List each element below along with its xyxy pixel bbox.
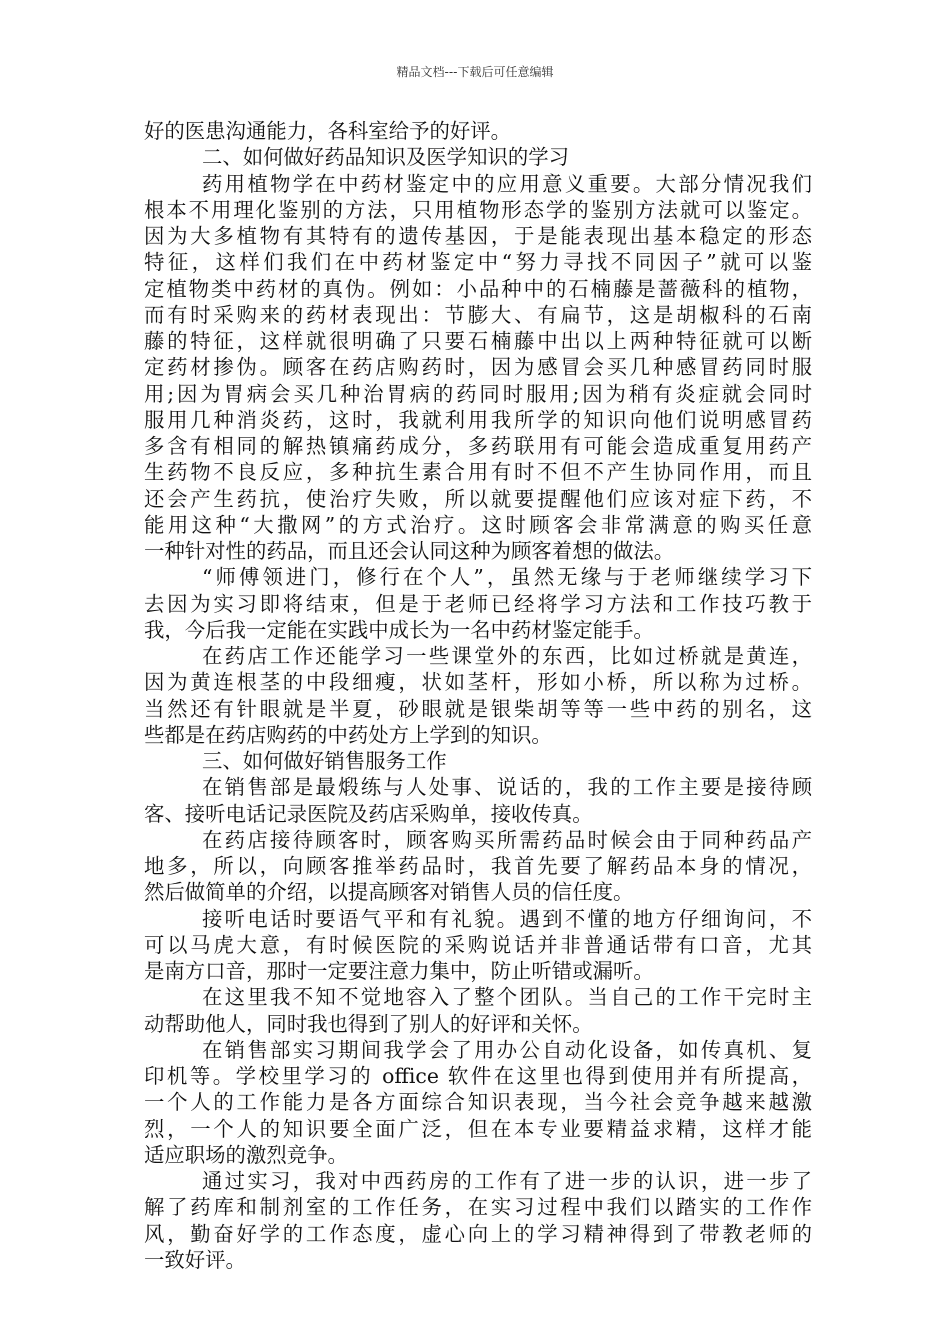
text-line: 是南方口音，那时一定要注意力集中，防止听错或漏听。 [144, 959, 654, 983]
text-line: 可以马虎大意，有时候医院的采购说话并非普通话带有口音，尤其 [144, 932, 812, 957]
text-line: “师傅领进门，修行在个人”，虽然无缘与于老师继续学习下 [202, 565, 812, 590]
text-line: 还会产生药抗，使治疗失败，所以就要提醒他们应该对症下药，不 [144, 486, 812, 511]
text-line: 接听电话时要语气平和有礼貌。遇到不懂的地方仔细询问，不 [202, 906, 812, 931]
text-line: 而有时采购来的药材表现出：节膨大、有扁节，这是胡椒科的石南 [144, 302, 812, 327]
text-line: 当然还有针眼就是半夏，砂眼就是银柴胡等等一些中药的别名，这 [144, 696, 812, 721]
text-line: 生药物不良反应，多种抗生素合用有时不但不产生协同作用，而且 [144, 460, 812, 485]
text-line: 好的医患沟通能力，各科室给予的好评。 [144, 119, 512, 143]
text-line: 解了药库和制剂室的工作任务，在实习过程中我们以踏实的工作作 [144, 1195, 812, 1220]
text-line: 藤的特征，这样就很明确了只要石楠藤中出以上两种特征就可以断 [144, 329, 812, 353]
text-line: 地多，所以，向顾客推举药品时，我首先要了解药品本身的情况， [144, 854, 812, 878]
text-line: 二、如何做好药品知识及医学知识的学习 [202, 145, 570, 170]
text-line: 在药店接待顾客时，顾客购买所需药品时候会由于同种药品产 [202, 827, 812, 852]
text-line: 通过实习，我对中西药房的工作有了进一步的认识，进一步了 [202, 1169, 812, 1193]
text-line: 特征，这样们我们在中药材鉴定中“努力寻找不同因子”就可以鉴 [144, 250, 812, 275]
text-line: 动帮助他人，同时我也得到了别人的好评和关怀。 [144, 1011, 593, 1036]
text-line: 印机等。学校里学习的 office 软件在这里也得到使用并有所提高， [144, 1064, 812, 1088]
text-line: 根本不用理化鉴别的方法，只用植物形态学的鉴别方法就可以鉴定。 [144, 197, 812, 222]
text-line: 三、如何做好销售服务工作 [202, 749, 447, 773]
text-line: 烈，一个人的知识要全面广泛，但在本专业要精益求精，这样才能 [144, 1116, 812, 1141]
text-line: 一种针对性的药品，而且还会认同这种为顾客着想的做法。 [144, 539, 675, 563]
text-line: 去因为实习即将结束，但是于老师已经将学习方法和工作技巧教于 [144, 591, 812, 616]
text-line: 一致好评。 [144, 1247, 246, 1272]
text-line: 些都是在药店购药的中药处方上学到的知识。 [144, 722, 552, 747]
text-line: 定植物类中药材的真伪。例如：小品种中的石楠藤是蔷薇科的植物， [144, 276, 812, 301]
text-line: 在销售部是最煅练与人处事、说话的，我的工作主要是接待顾 [202, 775, 812, 800]
text-line: 在药店工作还能学习一些课堂外的东西，比如过桥就是黄连， [202, 644, 812, 668]
text-line: 药用植物学在中药材鉴定中的应用意义重要。大部分情况我们 [202, 171, 812, 196]
text-line: 客、接听电话记录医院及药店采购单，接收传真。 [144, 801, 593, 826]
text-line: 因为黄连根茎的中段细瘦，状如茎杆，形如小桥，所以称为过桥。 [144, 670, 812, 695]
text-line: 风，勤奋好学的工作态度，虚心向上的学习精神得到了带教老师的 [144, 1221, 812, 1246]
text-line: 在销售部实习期间我学会了用办公自动化设备，如传真机、复 [202, 1037, 812, 1062]
text-line: 在这里我不知不觉地容入了整个团队。当自己的工作干完时主 [202, 985, 812, 1010]
text-line: 能用这种“大撒网”的方式治疗。这时顾客会非常满意的购买任意 [144, 512, 812, 537]
page-header: 精品文档---下载后可任意编辑 [396, 65, 554, 79]
text-line: 我，今后我一定能在实践中成长为一名中药材鉴定能手。 [144, 617, 654, 642]
text-line: 用;因为胃病会买几种治胃病的药同时服用;因为稍有炎症就会同时 [144, 381, 812, 406]
text-line: 多含有相同的解热镇痛药成分，多药联用有可能会造成重复用药产 [144, 434, 812, 458]
text-line: 因为大多植物有其特有的遗传基因，于是能表现出基本稳定的形态 [144, 224, 812, 248]
text-line: 服用几种消炎药，这时，我就利用我所学的知识向他们说明感冒药 [144, 407, 812, 432]
text-line: 然后做简单的介绍，以提高顾客对销售人员的信任度。 [144, 880, 634, 905]
text-line: 一个人的工作能力是各方面综合知识表现，当今社会竞争越来越激 [144, 1090, 812, 1115]
document-body [144, 118, 812, 1273]
text-line: 适应职场的激烈竞争。 [144, 1142, 348, 1167]
text-line: 定药材掺伪。顾客在药店购药时，因为感冒会买几种感冒药同时服 [144, 355, 812, 380]
